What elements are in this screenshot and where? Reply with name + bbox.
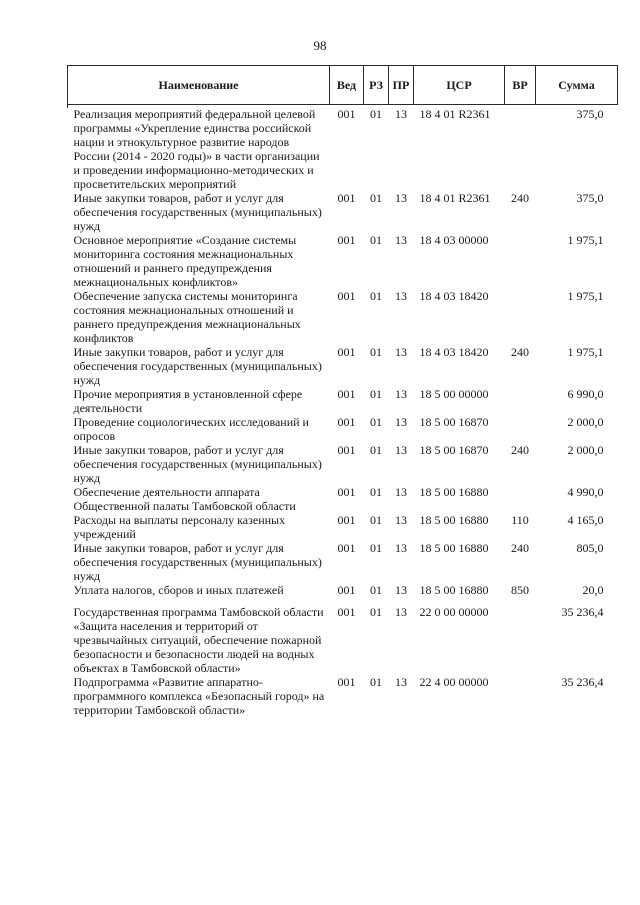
- row-ved: 001: [337, 583, 356, 597]
- row-vr: 240: [511, 541, 529, 555]
- row-pr: 13: [395, 485, 407, 499]
- header-ved: Вед: [330, 66, 364, 105]
- row-name: Подпрограмма «Развитие аппаратно-программного комплекса «Безопасный город» на территории Тамбовской области»: [73, 675, 325, 717]
- row-pr: 13: [395, 387, 407, 401]
- header-sum: Сумма: [536, 66, 618, 105]
- row-csr: 22 4 00 00000: [419, 675, 489, 689]
- table-row: [68, 675, 618, 717]
- row-ved: 001: [337, 191, 356, 205]
- row-sum: 1 975,1: [567, 289, 604, 303]
- row-pr: 13: [395, 583, 407, 597]
- table-row: [68, 415, 618, 443]
- row-name: Иные закупки товаров, работ и услуг для обеспечения государственных (муниципальных) нужд: [73, 345, 322, 387]
- table-row: [68, 443, 618, 485]
- row-csr: 18 4 03 00000: [419, 233, 489, 247]
- row-ved: 001: [337, 415, 356, 429]
- table-row: [68, 513, 618, 541]
- row-pr: 13: [395, 443, 407, 457]
- row-pr: 13: [395, 289, 407, 303]
- table-row: [68, 289, 618, 345]
- row-name: Проведение социологических исследований и опросов: [73, 415, 309, 443]
- row-sum: 1 975,1: [567, 345, 604, 359]
- header-name: Наименование: [68, 66, 330, 105]
- row-ved: 001: [337, 387, 356, 401]
- row-rz: 01: [370, 345, 382, 359]
- row-ved: 001: [337, 345, 356, 359]
- row-vr: [505, 233, 536, 289]
- row-ved: 001: [337, 513, 356, 527]
- table-row: [68, 485, 618, 513]
- row-vr: [505, 289, 536, 345]
- row-rz: 01: [370, 107, 382, 121]
- row-name: Обеспечение деятельности аппарата Общественной палаты Тамбовской области: [73, 485, 296, 513]
- row-csr: 18 4 01 R2361: [419, 191, 491, 205]
- row-csr: 18 4 01 R2361: [419, 107, 491, 121]
- row-sum: 805,0: [576, 541, 604, 555]
- row-csr: 18 4 03 18420: [419, 345, 489, 359]
- row-name: Реализация мероприятий федеральной целевой программы «Укрепление единства российской нации и этнокультурное развитие народов России (2014 - 2020 годы)» в части организации и проведении информационно-методических и просветительских мероприятий: [73, 107, 320, 191]
- row-ved: 001: [337, 233, 356, 247]
- row-name: Иные закупки товаров, работ и услуг для обеспечения государственных (муниципальных) нужд: [73, 541, 322, 583]
- row-pr: 13: [395, 541, 407, 555]
- row-name: Иные закупки товаров, работ и услуг для обеспечения государственных (муниципальных) нужд: [73, 443, 322, 485]
- row-vr: 240: [511, 191, 529, 205]
- row-pr: 13: [395, 345, 407, 359]
- row-csr: 18 5 00 16880: [419, 541, 489, 555]
- table-row: [68, 345, 618, 387]
- row-sum: 4 990,0: [567, 485, 604, 499]
- budget-table: [67, 65, 618, 717]
- row-sum: 6 990,0: [567, 387, 604, 401]
- row-rz: 01: [370, 233, 382, 247]
- row-vr: 850: [511, 583, 529, 597]
- row-ved: 001: [337, 443, 356, 457]
- table-row: [68, 233, 618, 289]
- row-rz: 01: [370, 605, 382, 619]
- row-rz: 01: [370, 387, 382, 401]
- row-pr: 13: [395, 605, 407, 619]
- row-sum: 4 165,0: [567, 513, 604, 527]
- table-row: [68, 605, 618, 675]
- table-row: [68, 191, 618, 233]
- row-csr: 18 5 00 16880: [419, 485, 489, 499]
- row-name: Государственная программа Тамбовской области «Защита населения и территорий от чрезвычайных ситуаций, обеспечение пожарной безопасности и безопасности людей на водных объектах в Тамбовской области»: [73, 605, 324, 675]
- table-header-row: [68, 66, 618, 105]
- row-vr: 240: [511, 443, 529, 457]
- row-pr: 13: [395, 415, 407, 429]
- row-sum: 2 000,0: [567, 443, 604, 457]
- row-csr: 18 4 03 18420: [419, 289, 489, 303]
- row-name: Основное мероприятие «Создание системы мониторинга состояния межнациональных отношений и раннего предупреждения межнациональных конфликтов»: [73, 233, 297, 289]
- row-sum: 2 000,0: [567, 415, 604, 429]
- row-ved: 001: [337, 675, 356, 689]
- row-csr: 18 5 00 00000: [419, 387, 489, 401]
- row-rz: 01: [370, 415, 382, 429]
- header-rz: РЗ: [364, 66, 389, 105]
- row-csr: 18 5 00 16870: [419, 443, 489, 457]
- header-vr: ВР: [505, 66, 536, 105]
- row-vr: 240: [511, 345, 529, 359]
- row-name: Иные закупки товаров, работ и услуг для обеспечения государственных (муниципальных) нужд: [73, 191, 322, 233]
- row-rz: 01: [370, 583, 382, 597]
- row-rz: 01: [370, 443, 382, 457]
- row-rz: 01: [370, 485, 382, 499]
- row-ved: 001: [337, 107, 356, 121]
- row-rz: 01: [370, 289, 382, 303]
- page-number: 98: [313, 38, 327, 53]
- row-vr: [505, 605, 536, 675]
- table-row: [68, 105, 618, 192]
- row-name: Расходы на выплаты персоналу казенных учреждений: [73, 513, 286, 541]
- row-pr: 13: [395, 107, 407, 121]
- table-row: [68, 541, 618, 583]
- header-csr: ЦСР: [414, 66, 505, 105]
- row-rz: 01: [370, 675, 382, 689]
- row-csr: 18 5 00 16880: [419, 513, 489, 527]
- table-row: [68, 387, 618, 415]
- row-pr: 13: [395, 513, 407, 527]
- header-pr: ПР: [389, 66, 414, 105]
- row-vr: [505, 105, 536, 192]
- row-sum: 35 236,4: [561, 605, 604, 619]
- row-sum: 20,0: [582, 583, 604, 597]
- row-vr: [505, 415, 536, 443]
- row-pr: 13: [395, 233, 407, 247]
- row-sum: 35 236,4: [561, 675, 604, 689]
- row-vr: [505, 675, 536, 717]
- row-sum: 1 975,1: [567, 233, 604, 247]
- row-rz: 01: [370, 541, 382, 555]
- table-left-rule: [67, 103, 68, 108]
- row-ved: 001: [337, 541, 356, 555]
- row-vr: [505, 387, 536, 415]
- row-pr: 13: [395, 191, 407, 205]
- row-name: Обеспечение запуска системы мониторинга состояния межнациональных отношений и раннего предупреждения межнациональных конфликтов: [73, 289, 301, 345]
- row-sum: 375,0: [576, 107, 604, 121]
- row-vr: [505, 485, 536, 513]
- row-pr: 13: [395, 675, 407, 689]
- row-ved: 001: [337, 289, 356, 303]
- row-name: Прочие мероприятия в установленной сфере деятельности: [73, 387, 303, 415]
- row-csr: 18 5 00 16870: [419, 415, 489, 429]
- row-ved: 001: [337, 605, 356, 619]
- row-rz: 01: [370, 513, 382, 527]
- row-vr: 110: [511, 513, 529, 527]
- table-row: [68, 583, 618, 605]
- row-csr: 18 5 00 16880: [419, 583, 489, 597]
- row-ved: 001: [337, 485, 356, 499]
- row-sum: 375,0: [576, 191, 604, 205]
- row-name: Уплата налогов, сборов и иных платежей: [73, 583, 284, 597]
- row-rz: 01: [370, 191, 382, 205]
- row-csr: 22 0 00 00000: [419, 605, 489, 619]
